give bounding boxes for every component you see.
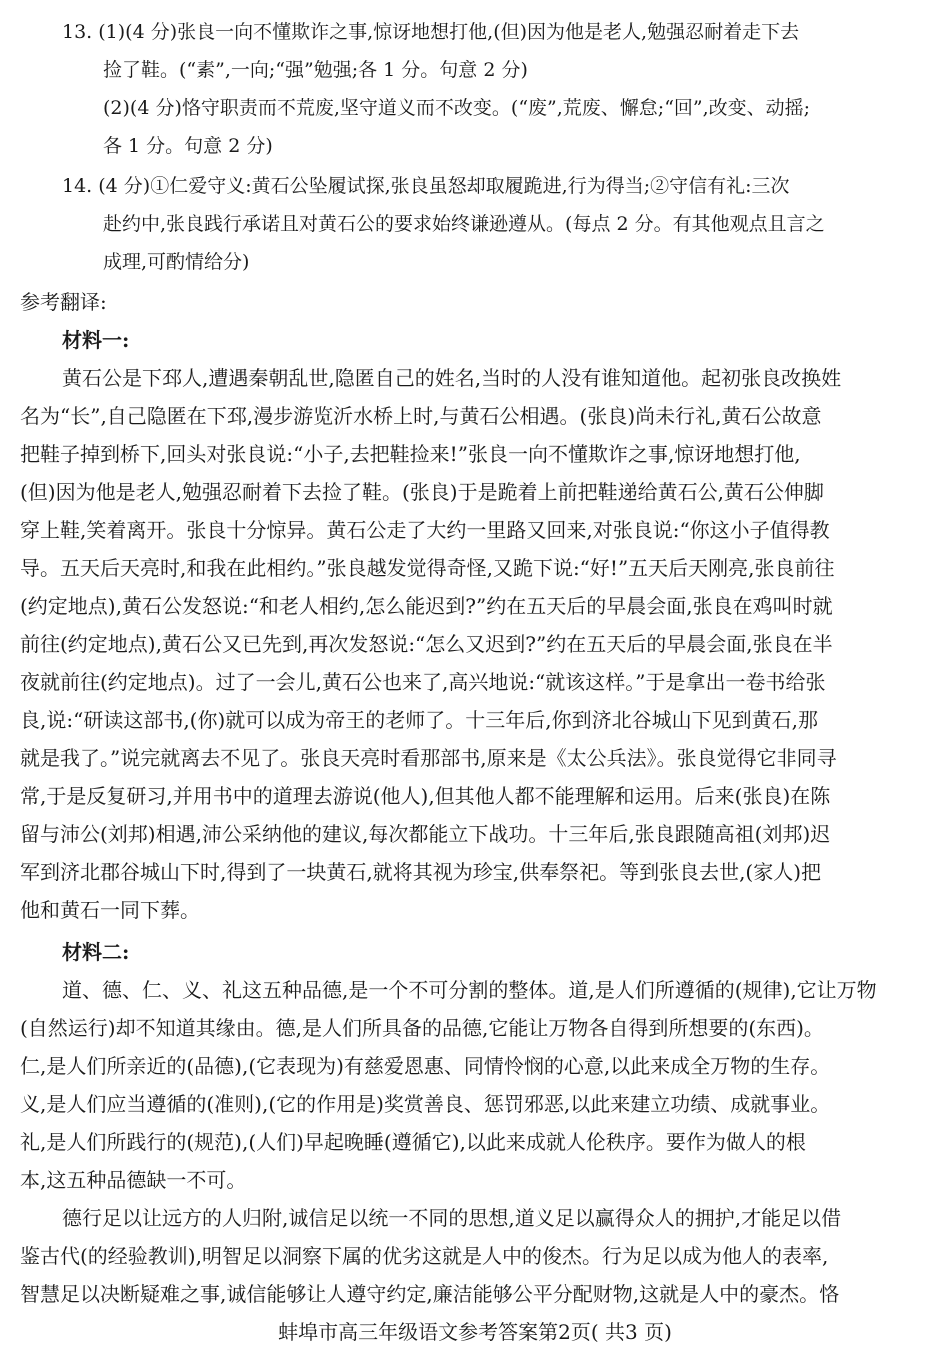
page-footer: 蚌埠市高三年级语文参考答案第2页( 共3 页) [278,1320,672,1344]
q14-line-1: 14. (4 分)①仁爱守义:黄石公坠履试探,张良虽怒却取履跪进,行为得当;②守信有礼:三次 [62,175,790,197]
paragraph-line: 导。五天后天亮时,和我在此相约。”张良越发觉得奇怪,又跪下说:“好!”五天后天刚亮,张良前往 [20,556,835,580]
paragraph-line: 把鞋子掉到桥下,回头对张良说:“小子,去把鞋捡来!”张良一向不懂欺诈之事,惊讶地想打他, [20,442,801,466]
paragraph-line: 穿上鞋,笑着离开。张良十分惊异。黄石公走了大约一里路又回来,对张良说:“你这小子值得教 [20,518,830,542]
paragraph-line: (但)因为他是老人,勉强忍耐着下去捡了鞋。(张良)于是跪着上前把鞋递给黄石公,黄石公伸脚 [20,480,824,504]
q14-line-3: 成理,可酌情给分) [103,251,250,273]
paragraph-line: (约定地点),黄石公发怒说:“和老人相约,怎么能迟到?”约在五天后的早晨会面,张良在鸡叫时就 [20,594,833,618]
material-2-heading: 材料二: [62,940,130,964]
q13-line-3: (2)(4 分)恪守职责而不荒废,坚守道义而不改变。(“废”,荒废、懈怠;“回”,改变、动摇; [103,97,811,119]
paragraph-line: 智慧足以决断疑难之事,诚信能够让人遵守约定,廉洁能够公平分配财物,这就是人中的豪杰。恪 [20,1282,840,1306]
paragraph-line: 他和黄石一同下葬。 [20,898,200,922]
paragraph-line: 名为“长”,自己隐匿在下邳,漫步游览沂水桥上时,与黄石公相遇。(张良)尚未行礼,黄石公故意 [20,404,822,428]
paragraph-line: 良,说:“研读这部书,(你)就可以成为帝王的老师了。十三年后,你到济北谷城山下见到黄石,那 [20,708,818,732]
paragraph-line: 前往(约定地点),黄石公又已先到,再次发怒说:“怎么又迟到?”约在五天后的早晨会面,张良在半 [20,632,833,656]
paragraph-line: 夜就前往(约定地点)。过了一会儿,黄石公也来了,高兴地说:“就该这样。”于是拿出一卷书给张 [20,670,826,694]
paragraph-line: (自然运行)却不知道其缘由。德,是人们所具备的品德,它能让万物各自得到所想要的(东西)。 [20,1016,824,1040]
paragraph-line: 军到济北郡谷城山下时,得到了一块黄石,就将其视为珍宝,供奉祭祀。等到张良去世,(家人)把 [20,860,822,884]
paragraph-line: 鉴古代(的经验教训),明智足以洞察下属的优劣这就是人中的俊杰。行为足以成为他人的表率, [20,1244,829,1268]
paragraph-line: 黄石公是下邳人,遭遇秦朝乱世,隐匿自己的姓名,当时的人没有谁知道他。起初张良改换姓 [62,366,842,390]
paragraph-line: 留与沛公(刘邦)相遇,沛公采纳他的建议,每次都能立下战功。十三年后,张良跟随高祖(刘邦)迟 [20,822,831,846]
paragraph-line: 就是我了。”说完就离去不见了。张良天亮时看那部书,原来是《太公兵法》。张良觉得它非同寻 [20,746,837,770]
material-1-heading: 材料一: [62,328,130,352]
q13-line-1: 13. (1)(4 分)张良一向不懂欺诈之事,惊讶地想打他,(但)因为他是老人,勉强忍耐着走下去 [62,21,800,43]
paragraph-line: 本,这五种品德缺一不可。 [20,1168,247,1192]
paragraph-line: 礼,是人们所践行的(规范),(人们)早起晚睡(遵循它),以此来成就人伦秩序。要作为做人的根 [20,1130,806,1154]
paragraph-line: 德行足以让远方的人归附,诚信足以统一不同的思想,道义足以赢得众人的拥护,才能足以借 [62,1206,842,1230]
q13-line-4: 各 1 分。句意 2 分) [103,135,273,157]
q14-line-2: 赴约中,张良践行承诺且对黄石公的要求始终谦逊遵从。(每点 2 分。有其他观点且言之 [103,213,825,235]
translation-heading: 参考翻译: [20,290,107,314]
paragraph-line: 道、德、仁、义、礼这五种品德,是一个不可分割的整体。道,是人们所遵循的(规律),它让万物 [62,978,877,1002]
q13-line-2: 捡了鞋。(“素”,一向;“强”勉强;各 1 分。句意 2 分) [103,59,528,81]
paragraph-line: 义,是人们应当遵循的(准则),(它的作用是)奖赏善良、惩罚邪恶,以此来建立功绩、成就事业。 [20,1092,831,1116]
paragraph-line: 仁,是人们所亲近的(品德),(它表现为)有慈爱恩惠、同情怜悯的心意,以此来成全万物的生存。 [20,1054,831,1078]
paragraph-line: 常,于是反复研习,并用书中的道理去游说(他人),但其他人都不能理解和运用。后来(张良)在陈 [20,784,831,808]
